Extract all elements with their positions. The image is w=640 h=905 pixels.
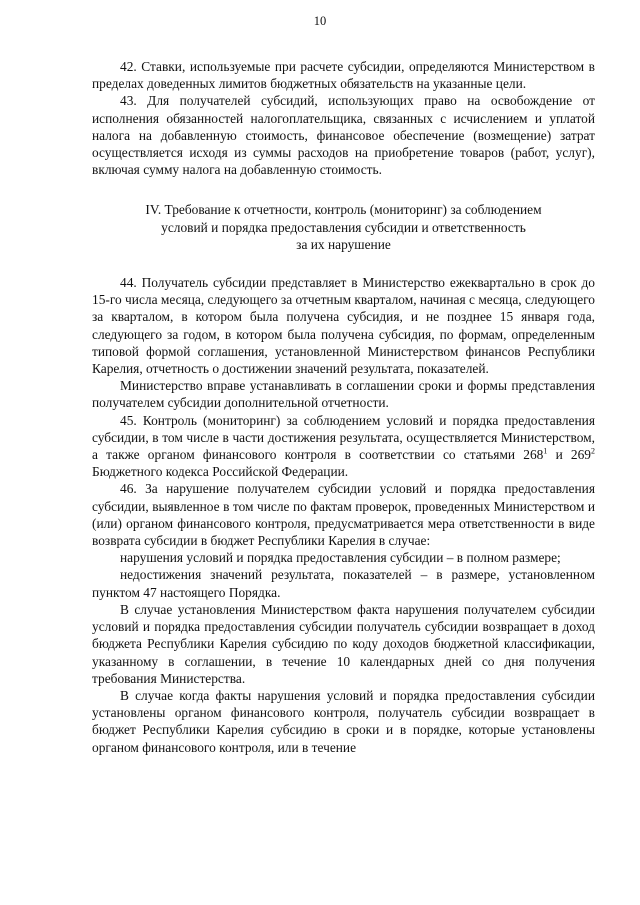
paragraph-non-achievement: недостижения значений результата, показателей – в размере, установленном пунктом 47 настоящего Порядка. — [92, 567, 595, 600]
paragraph-ministry-violation: В случае установления Министерством факта нарушения получателем субсидии условий и порядка предоставления субсидии получатель субсидии возвращает в доход бюджета Республики Карелия субсидию по коду доходов бюджетной классификации, указанному в соглашении, в течение 10 календарных дней со дня получения требования Министерства. — [92, 601, 595, 686]
paragraph-42: 42. Ставки, используемые при расчете субсидии, определяются Министерством в пределах доведенных лимитов бюджетных обязательств на указанные цели. — [92, 59, 595, 92]
footnote-sup-2: 2 — [591, 446, 596, 456]
paragraph-46: 46. За нарушение получателем субсидии условий и порядка предоставления субсидии, выявленное в том числе по фактам проверок, проведенных Министерством и (или) органом финансового контроля, предусматривается мера ответственности в виде возврата субсидии в бюджет Республики Карелия в случае: — [92, 481, 595, 549]
footnote-sup-1: 1 — [543, 446, 548, 456]
paragraph-43: 43. Для получателей субсидий, использующих право на освобождение от исполнения обязанностей налогоплательщика, связанных с исчислением и уплатой налога на добавленную стоимость, финансовое обеспечение (возмещение) затрат осуществляется исходя из суммы расходов на приобретение товаров (работ, услуг), включая сумму налога на добавленную стоимость. — [92, 93, 595, 178]
paragraph-44: 44. Получатель субсидии представляет в Министерство ежеквартально в срок до 15-го числа месяца, следующего за отчетным кварталом, начиная с месяца, следующего за кварталом, в котором была получена субсидия, и не позднее 15 января года, следующего за годом, в котором была получена субсидия, по формам, определенным типовой формой соглашения, установленной Министерством финансов Республики Карелия, отчетность о достижении значений результата, показателей. — [92, 275, 595, 377]
page-number: 10 — [313, 14, 327, 28]
paragraph-control-body-violation: В случае когда факты нарушения условий и порядка предоставления субсидии установлены органом финансового контроля, получатель субсидии возвращает в бюджет Республики Карелия субсидию в сроки и в порядке, которые установлены органом финансового контроля, или в течение — [92, 687, 595, 755]
section-heading — [92, 201, 595, 253]
paragraph-45 — [92, 412, 595, 481]
section-heading-line-2: условий и порядка предоставления субсидии и ответственность — [161, 219, 526, 235]
paragraph-ministry-reporting: Министерство вправе устанавливать в соглашении сроки и формы представления получателем субсидии дополнительной отчетности. — [92, 378, 595, 411]
paragraph-45-text-a: 45. Контроль (мониторинг) за соблюдением условий и порядка предоставления субсидии, в том числе в части достижения результата, осуществляется Министерством, а также органом финансового контроля в соответствии со статьями 268 — [92, 412, 595, 463]
paragraph-violation-full: нарушения условий и порядка предоставления субсидии – в полном размере; — [120, 550, 561, 566]
section-heading-line-3: за их нарушение — [296, 236, 391, 252]
paragraph-45-text-c: Бюджетного кодекса Российской Федерации. — [92, 464, 349, 480]
document-body — [92, 58, 595, 756]
paragraph-45-text-b: и 269 — [547, 447, 592, 463]
section-heading-line-1: IV. Требование к отчетности, контроль (мониторинг) за соблюдением — [145, 202, 542, 218]
